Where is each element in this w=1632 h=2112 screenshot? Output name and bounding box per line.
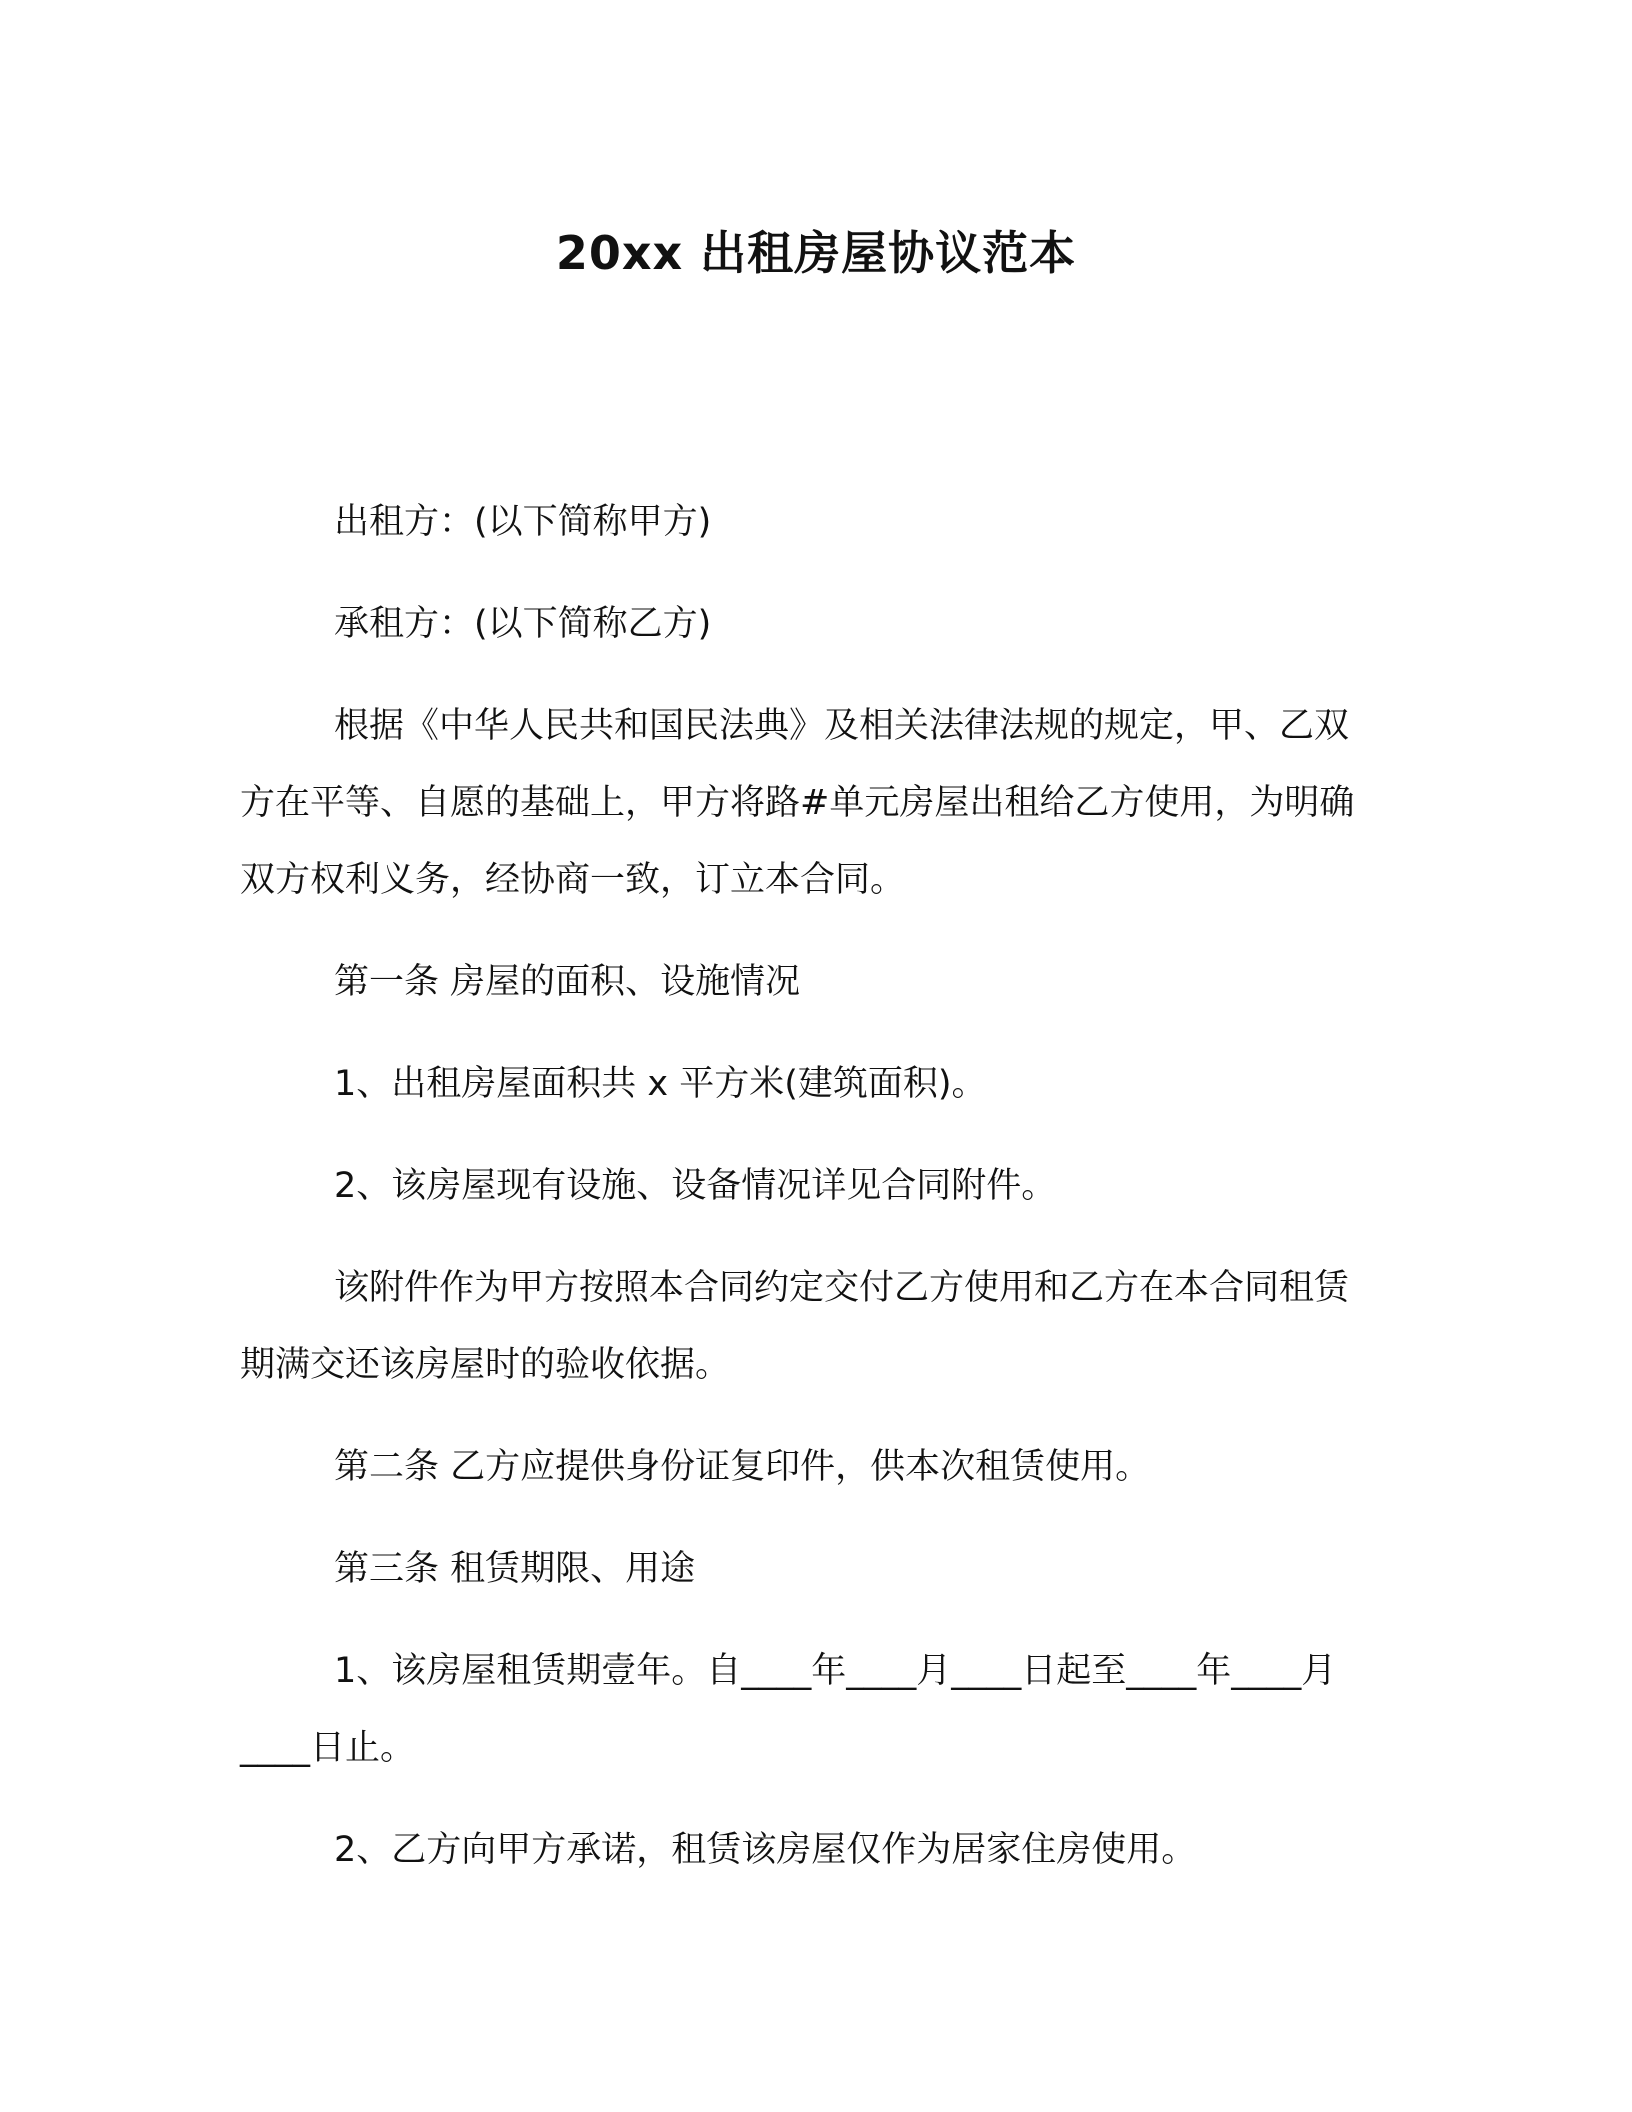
lessor-line: 出租方：(以下简称甲方) (334, 502, 712, 542)
article-1-item-1: 1、出租房屋面积共 x 平方米(建筑面积)。 (334, 1064, 987, 1104)
document-body (240, 484, 1380, 1914)
preamble-paragraph: 根据《中华人民共和国民法典》及相关法律法规的规定，甲、乙双方在平等、自愿的基础上，甲方将路#单元房屋出租给乙方使用，为明确双方权利义务，经协商一致，订立本合同。 (240, 706, 1355, 900)
article-1-item-2: 2、该房屋现有设施、设备情况详见合同附件。 (334, 1166, 1057, 1206)
article-3-item-2: 2、乙方向甲方承诺，租赁该房屋仅作为居家住房使用。 (334, 1830, 1197, 1870)
article-2: 第二条 乙方应提供身份证复印件，供本次租赁使用。 (334, 1447, 1151, 1487)
article-1-heading: 第一条 房屋的面积、设施情况 (334, 962, 801, 1002)
lessee-line: 承租方：(以下简称乙方) (334, 604, 712, 644)
article-3-heading: 第三条 租赁期限、用途 (334, 1549, 696, 1589)
attachment-paragraph: 该附件作为甲方按照本合同约定交付乙方使用和乙方在本合同租赁期满交还该房屋时的验收依据。 (240, 1268, 1350, 1385)
article-3-item-1: 1、该房屋租赁期壹年。自____年____月____日起至____年____月____日止。 (240, 1651, 1337, 1768)
document-title: 20xx 出租房屋协议范本 (555, 226, 1077, 280)
